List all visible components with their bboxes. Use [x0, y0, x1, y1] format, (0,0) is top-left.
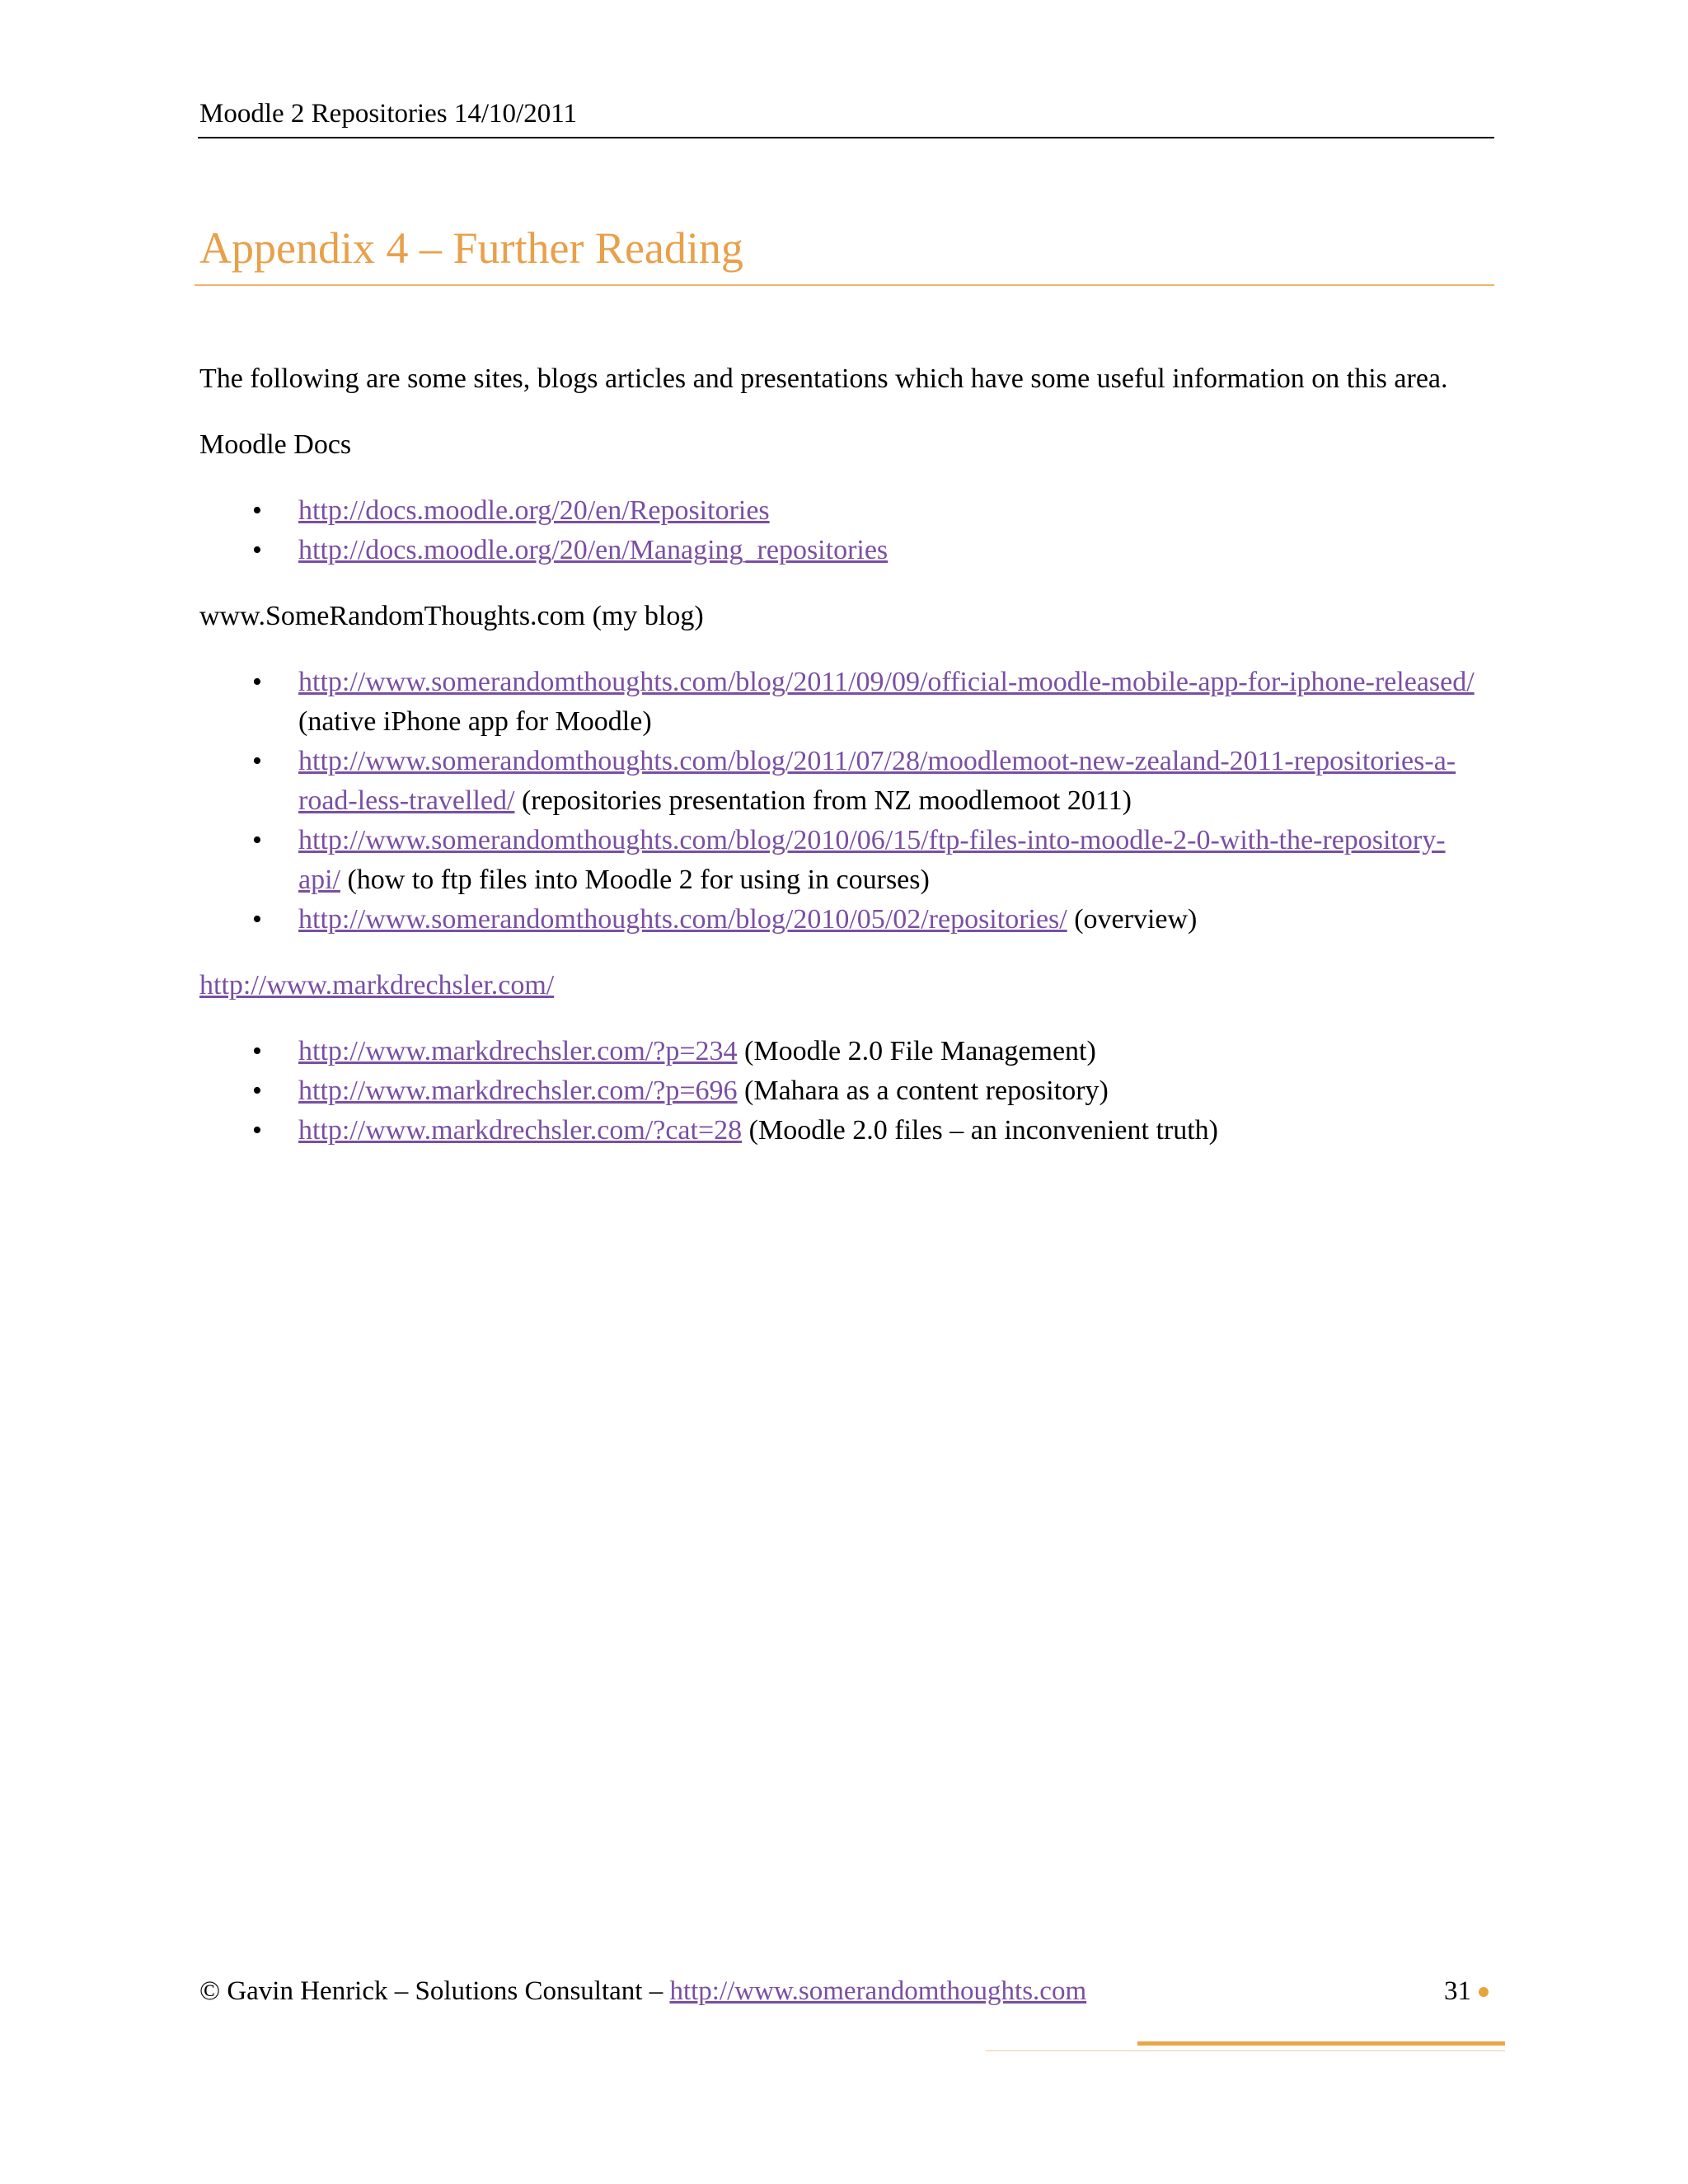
bullet-icon: • — [252, 667, 262, 697]
section-label-blog: www.SomeRandomThoughts.com (my blog) — [199, 601, 704, 631]
link[interactable]: http://www.markdrechsler.com/?p=234 — [298, 1036, 738, 1066]
list-item — [199, 900, 1485, 940]
link-note: (Moodle 2.0 File Management) — [737, 1036, 1096, 1066]
running-header: Moodle 2 Repositories 14/10/2011 — [199, 99, 578, 129]
link-note: (Mahara as a content repository) — [737, 1076, 1109, 1106]
link[interactable]: http://docs.moodle.org/20/en/Managing_repositories — [298, 535, 889, 565]
bullet-icon: • — [252, 535, 262, 565]
bullet-icon: • — [252, 1115, 262, 1146]
page-title: Appendix 4 – Further Reading — [199, 223, 743, 273]
list-item — [199, 821, 1485, 900]
list-item — [199, 742, 1485, 821]
link[interactable]: http://www.somerandomthoughts.com/blog/2010/05/02/repositories/ — [298, 904, 1067, 935]
list-item — [199, 1111, 1485, 1151]
link-note: (native iPhone app for Moodle) — [298, 706, 652, 737]
link-note: (overview) — [1067, 904, 1198, 935]
link[interactable]: http://www.somerandomthoughts.com/blog/2010/06/15/ftp-files-into-moodle-2-0-with-the-repository-api/ — [298, 825, 1446, 895]
list-item — [199, 663, 1485, 742]
link[interactable]: http://www.markdrechsler.com/?p=696 — [298, 1076, 738, 1106]
bullet-icon: • — [252, 1076, 262, 1106]
bullet-icon: • — [252, 746, 262, 776]
blog-list — [199, 663, 1485, 940]
link-note: (Moodle 2.0 files – an inconvenient truth) — [742, 1115, 1219, 1146]
link-note: (how to ftp files into Moodle 2 for using in courses) — [340, 865, 930, 895]
header-divider — [198, 137, 1494, 138]
page-number: 31 — [1444, 1976, 1471, 2006]
link[interactable]: http://docs.moodle.org/20/en/Repositories — [298, 495, 770, 526]
footer-accent-line — [986, 2050, 1505, 2051]
section-label-moodle-docs: Moodle Docs — [199, 429, 352, 460]
footer-copyright: © Gavin Henrick – Solutions Consultant – — [199, 1976, 670, 2006]
list-item — [199, 1032, 1485, 1071]
title-divider — [195, 284, 1494, 286]
link[interactable]: http://www.somerandomthoughts.com/blog/2011/07/28/moodlemoot-new-zealand-2011-repositories-a-road-less-travelled/ — [298, 746, 1456, 816]
main-content — [199, 359, 1485, 1177]
bullet-icon: • — [252, 825, 262, 855]
markdrechsler-list — [199, 1032, 1485, 1151]
link-note: (repositories presentation from NZ moodlemoot 2011) — [514, 785, 1132, 816]
footer — [199, 1975, 1086, 2008]
page-dot-icon — [1479, 1987, 1489, 1997]
bullet-icon: • — [252, 495, 262, 526]
list-item — [199, 491, 1485, 531]
list-item — [199, 531, 1485, 570]
footer-link[interactable]: http://www.somerandomthoughts.com — [669, 1976, 1087, 2006]
moodle-docs-list — [199, 491, 1485, 570]
intro-paragraph: The following are some sites, blogs articles and presentations which have some useful information on this area. — [199, 363, 1448, 394]
bullet-icon: • — [252, 1036, 262, 1066]
link[interactable]: http://www.markdrechsler.com/?cat=28 — [298, 1115, 743, 1146]
footer-accent-bar — [1137, 2041, 1505, 2046]
list-item — [199, 1071, 1485, 1111]
section-link-markdrechsler[interactable]: http://www.markdrechsler.com/ — [199, 970, 555, 1001]
link[interactable]: http://www.somerandomthoughts.com/blog/2011/09/09/official-moodle-mobile-app-for-iphone-released/ — [298, 667, 1475, 697]
section-label-markdrechsler — [199, 966, 1485, 1005]
bullet-icon: • — [252, 904, 262, 935]
